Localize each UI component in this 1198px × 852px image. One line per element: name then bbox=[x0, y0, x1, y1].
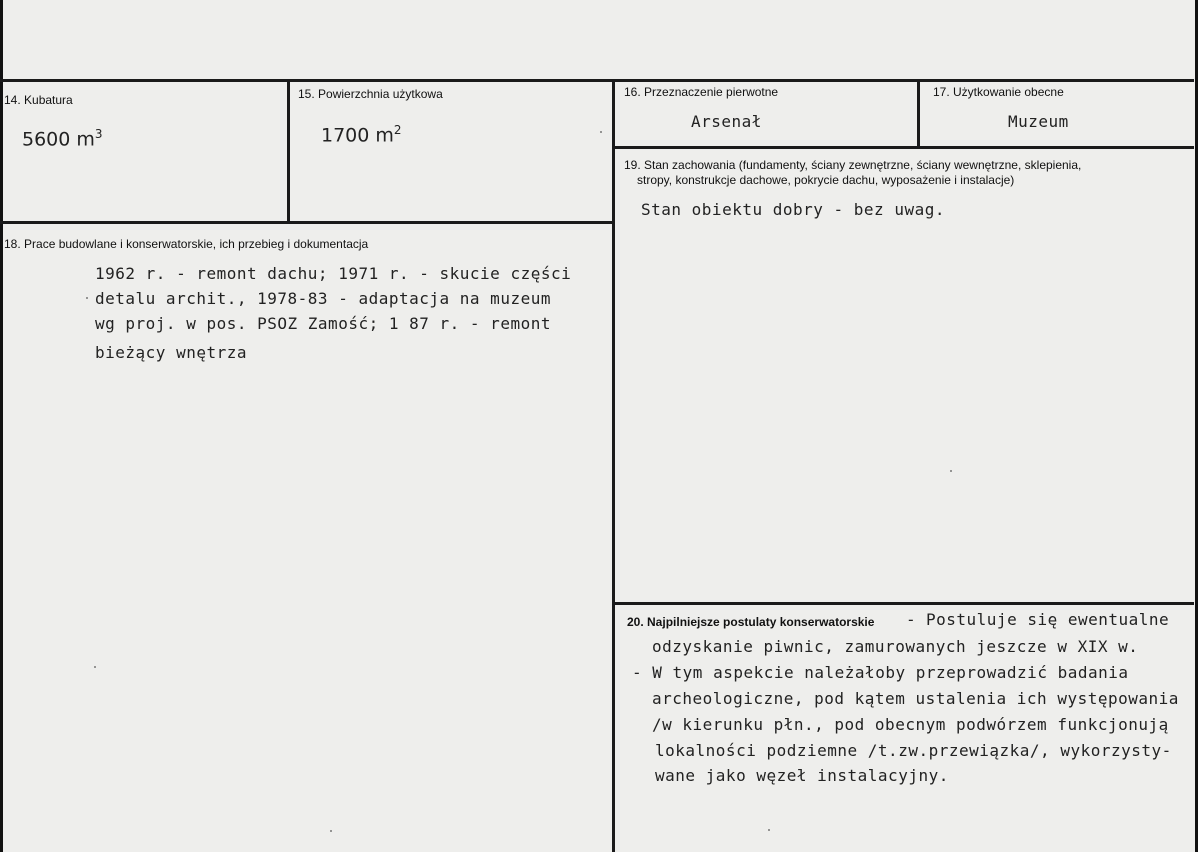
paper-speck bbox=[768, 829, 770, 831]
divider-main bbox=[612, 79, 615, 852]
divider-14-15 bbox=[287, 79, 290, 223]
kubatura-unit-sup: 3 bbox=[94, 127, 103, 141]
field-18-label: 18. Prace budowlane i konserwatorskie, ich przebieg i dokumentacja bbox=[4, 237, 369, 251]
field-20-line-5: lokalności podziemne /t.zw.przewiązka/, wykorzysty- bbox=[655, 741, 1172, 760]
paper-speck bbox=[86, 297, 88, 299]
field-18-line-2: detalu archit., 1978-83 - adaptacja na muzeum bbox=[95, 289, 551, 308]
field-18-line-4: bieżący wnętrza bbox=[95, 343, 247, 362]
paper-speck bbox=[600, 131, 602, 133]
rule-under-19 bbox=[612, 602, 1194, 605]
field-20-line-3: archeologiczne, pod kątem ustalenia ich występowania bbox=[652, 689, 1179, 708]
field-18-line-3: wg proj. w pos. PSOZ Zamość; 1 87 r. - remont bbox=[95, 314, 551, 333]
field-15-value bbox=[321, 123, 402, 146]
field-16-label: 16. Przeznaczenie pierwotne bbox=[624, 85, 779, 99]
field-20-line-1: odzyskanie piwnic, zamurowanych jeszcze w XIX w. bbox=[652, 637, 1139, 656]
field-20-label: 20. Najpilniejsze postulaty konserwatorskie bbox=[627, 615, 875, 629]
field-19-label-line-1: 19. Stan zachowania (fundamenty, ściany zewnętrzne, ściany wewnętrzne, sklepienia, bbox=[624, 158, 1082, 172]
field-20-line-6: wane jako węzeł instalacyjny. bbox=[655, 766, 949, 785]
top-rule bbox=[0, 79, 1194, 82]
field-16-value: Arsenał bbox=[691, 112, 762, 131]
field-19-value: Stan obiektu dobry - bez uwag. bbox=[641, 200, 945, 219]
field-17-label: 17. Użytkowanie obecne bbox=[933, 85, 1064, 99]
paper-speck bbox=[94, 666, 96, 668]
powierzchnia-unit-sup: 2 bbox=[393, 123, 402, 137]
field-20-dash: - bbox=[906, 610, 917, 629]
field-14-value bbox=[22, 127, 103, 150]
paper-speck bbox=[950, 470, 952, 472]
field-15-label: 15. Powierzchnia użytkowa bbox=[298, 87, 443, 101]
paper-speck bbox=[330, 830, 332, 832]
field-14-label: 14. Kubatura bbox=[4, 93, 73, 107]
kubatura-text: 5600 m bbox=[22, 128, 95, 151]
rule-under-16-17 bbox=[612, 146, 1194, 149]
field-20-line-4: /w kierunku płn., pod obecnym podwórzem funkcjonują bbox=[652, 715, 1169, 734]
field-20-line-2: - W tym aspekcie należałoby przeprowadzić badania bbox=[632, 663, 1129, 682]
field-20-first-line: Postuluje się ewentualne bbox=[926, 610, 1170, 629]
divider-16-17 bbox=[917, 79, 920, 148]
field-17-value: Muzeum bbox=[1008, 112, 1069, 131]
rule-under-14-15 bbox=[0, 221, 614, 224]
field-18-line-1: 1962 r. - remont dachu; 1971 r. - skucie części bbox=[95, 264, 572, 283]
field-19-label-line-2: stropy, konstrukcje dachowe, pokrycie dachu, wyposażenie i instalacje) bbox=[637, 173, 1015, 187]
powierzchnia-text: 1700 m bbox=[321, 124, 394, 147]
card-edge-left bbox=[0, 0, 3, 852]
